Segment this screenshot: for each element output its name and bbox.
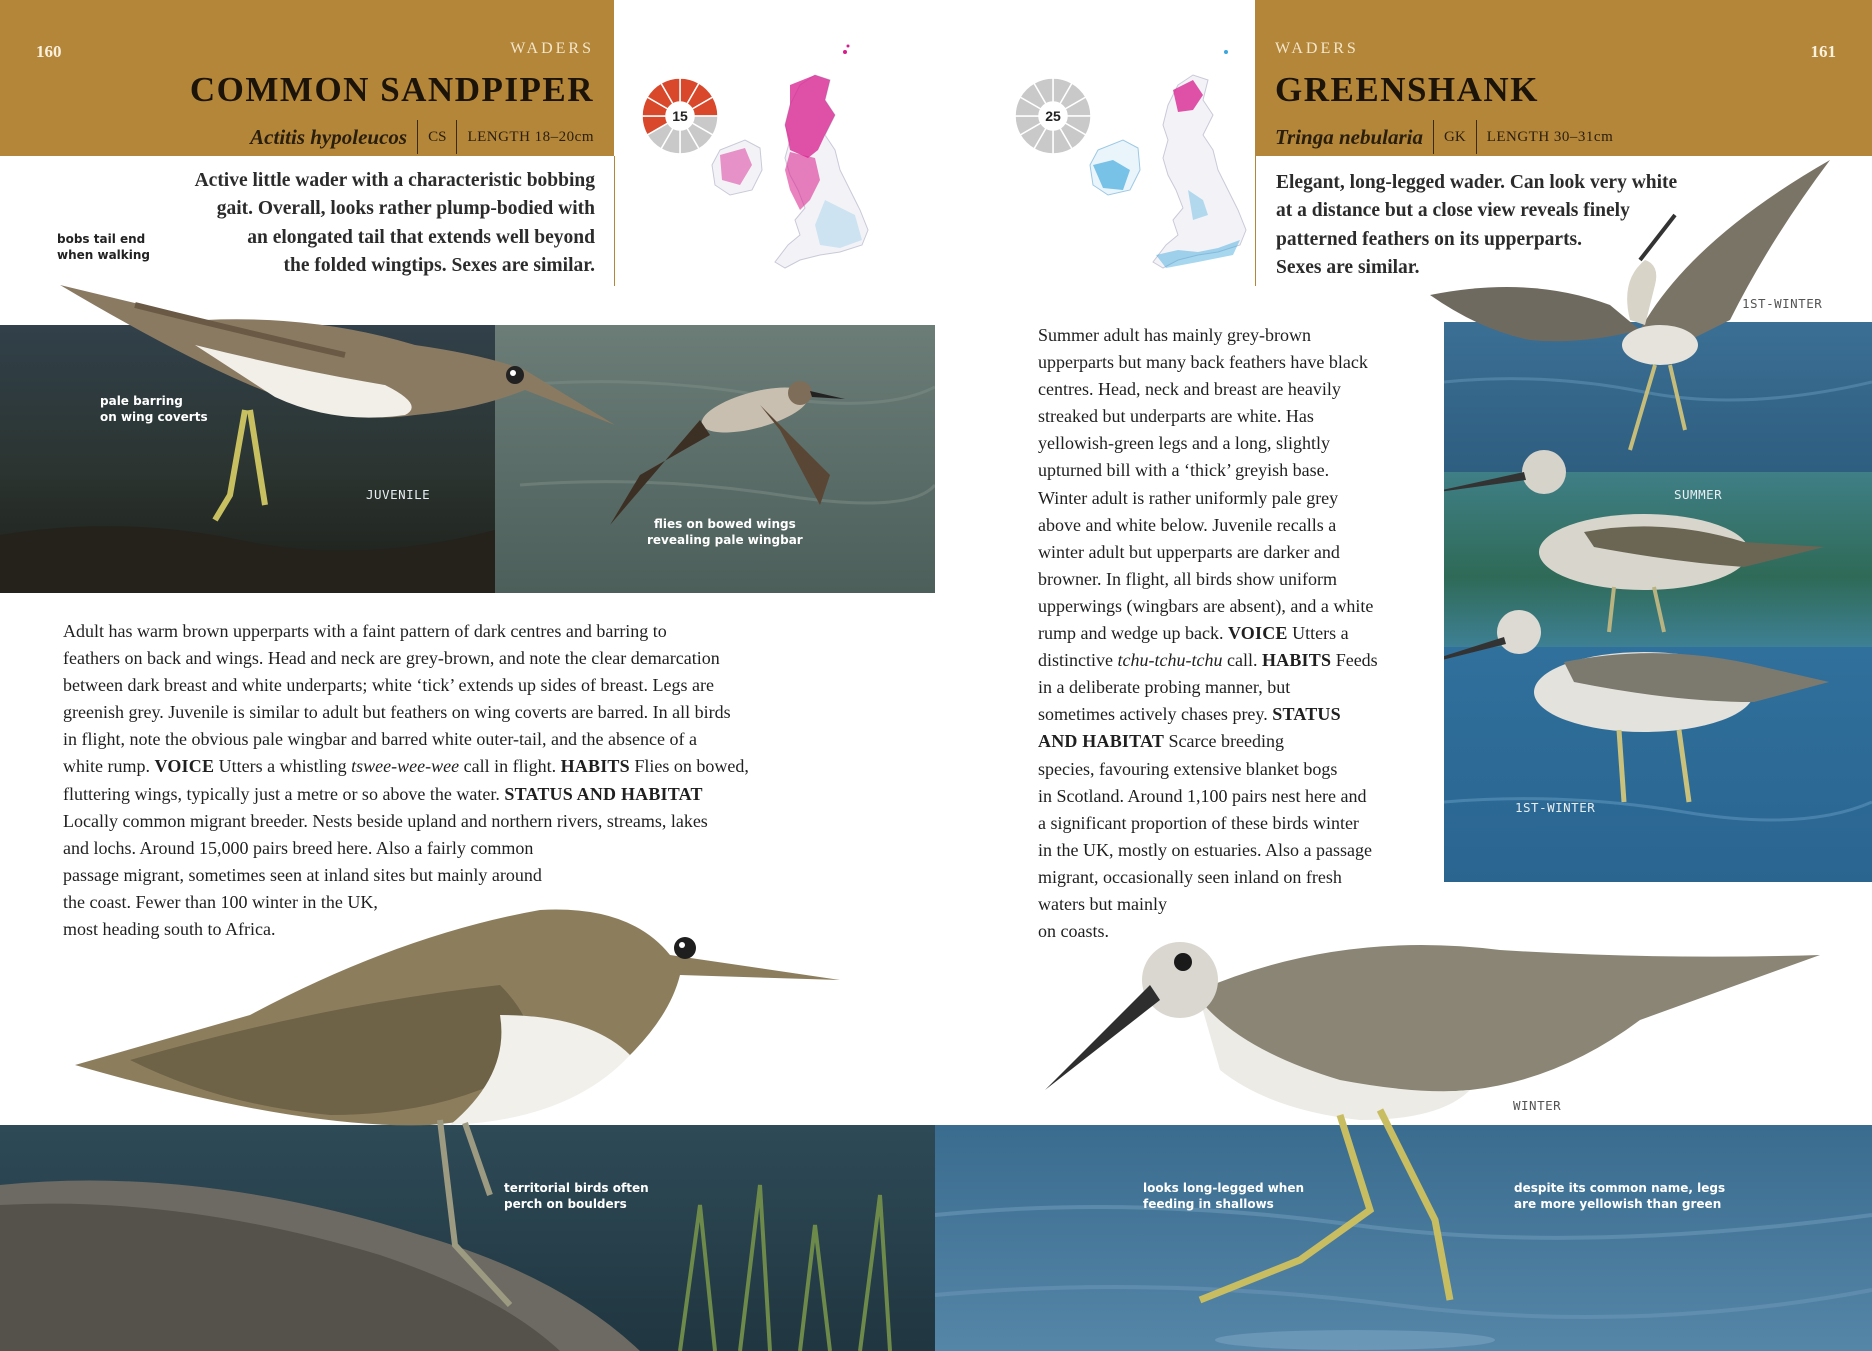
right-body-line-status: sometimes actively chases prey. STATUS [1038, 704, 1341, 725]
tag-summer: SUMMER [1674, 487, 1723, 502]
right-body-text [1038, 322, 1458, 945]
right-species-title: GREENSHANK [1275, 70, 1539, 109]
caption-bobs-tail: bobs tail end when walking [57, 232, 151, 262]
left-body-line: Adult has warm brown upperparts with a faint pattern of dark centres and barring to [63, 621, 667, 641]
left-habits-label: HABITS [560, 756, 630, 777]
right-body-line-habits: distinctive tchu-tchu-tchu call. HABITS Feeds [1038, 650, 1378, 671]
left-species-subrow [250, 120, 594, 154]
right-page-number: 161 [1810, 42, 1836, 61]
left-latin-name: Actitis hypoleucos [250, 124, 408, 149]
right-intro-line: at a distance but a close view reveals finely [1276, 200, 1630, 222]
right-body-line-voice: rump and wedge up back. VOICE Utters a [1038, 623, 1349, 644]
left-intro-line: gait. Overall, looks rather plump-bodied with [216, 198, 595, 220]
left-header-rule [614, 156, 615, 286]
right-body-line: in the UK, mostly on estuaries. Also a passage [1038, 839, 1372, 860]
left-page-number: 160 [36, 42, 62, 61]
right-header-band [1255, 0, 1872, 156]
right-body-line: species, favouring extensive blanket bogs [1038, 758, 1338, 779]
right-body-line-habitat: AND HABITAT Scarce breeding [1038, 731, 1284, 752]
left-intro-line: an elongated tail that extends well beyond [247, 226, 595, 248]
right-body-line: upperparts but many back feathers have black [1038, 352, 1368, 373]
winter-greenshank [1040, 910, 1820, 1330]
right-latin-name: Tringa nebularia [1275, 124, 1424, 149]
right-voice-call: tchu-tchu-tchu [1117, 650, 1223, 671]
left-body-line-status: fluttering wings, typically just a metre or so above the water. STATUS AND HABITAT [63, 783, 703, 804]
left-body-line: Locally common migrant breeder. Nests beside upland and northern rivers, streams, lakes [63, 810, 708, 831]
right-voice-label: VOICE [1227, 623, 1288, 644]
right-body-line: browner. In flight, all birds show uniform [1038, 568, 1337, 589]
right-body-line: Winter adult is rather uniformly pale grey [1038, 487, 1339, 508]
right-body-line: in a deliberate probing manner, but [1038, 677, 1291, 698]
tag-winter: WINTER [1513, 1098, 1562, 1113]
right-body-line: winter adult but upperparts are darker and [1038, 541, 1340, 562]
right-intro-line: patterned feathers on its upperparts. [1276, 228, 1583, 250]
tag-1st-winter-mid: 1ST-WINTER [1515, 800, 1596, 815]
right-length: LENGTH 30–31cm [1476, 120, 1614, 154]
left-species-code: CS [417, 120, 456, 154]
right-body-line: upperwings (wingbars are absent), and a white [1038, 595, 1374, 616]
right-body-line: waters but mainly [1038, 893, 1167, 914]
left-body-line: most heading south to Africa. [63, 919, 276, 940]
left-length: LENGTH 18–20cm [456, 120, 594, 154]
right-species-code: GK [1433, 120, 1476, 154]
left-body-line: passage migrant, sometimes seen at inland sites but mainly around [63, 864, 542, 885]
left-body-line: and lochs. Around 15,000 pairs breed here. Also a fairly common [63, 837, 534, 858]
left-calendar-number: 15 [672, 108, 688, 124]
left-body-line: greenish grey. Juvenile is similar to adult but feathers on wing coverts are barred. In all birds [63, 702, 731, 723]
caption-flies-bowed: flies on bowed wings revealing pale wingbar [647, 517, 803, 547]
adult-sandpiper-on-boulder [70, 865, 850, 1335]
right-body-line: centres. Head, neck and breast are heavily [1038, 379, 1341, 400]
left-intro-line: the folded wingtips. Sexes are similar. [283, 255, 595, 277]
right-species-subrow [1275, 120, 1613, 154]
left-status-label: STATUS AND HABITAT [504, 783, 703, 804]
right-body-line: migrant, occasionally seen inland on fresh [1038, 866, 1342, 887]
left-intro-line: Active little wader with a characteristic bobbing [194, 170, 595, 191]
right-section-label: WADERS [1275, 40, 1359, 57]
left-body-line-voice: white rump. VOICE Utters a whistling tswee-wee-wee call in flight. HABITS Flies on bowed, [63, 756, 749, 777]
left-body-line: the coast. Fewer than 100 winter in the UK, [63, 891, 378, 912]
right-body-line: a significant proportion of these birds winter [1038, 812, 1359, 833]
right-calendar-number: 25 [1045, 108, 1061, 124]
right-body-line: Summer adult has mainly grey-brown [1038, 325, 1311, 345]
left-voice-call: tswee-wee-wee [351, 756, 460, 777]
right-habits-label: HABITS [1261, 650, 1332, 671]
left-voice-label: VOICE [154, 756, 215, 777]
left-section-label: WADERS [510, 40, 594, 57]
left-header-band [0, 0, 614, 156]
right-body-line: yellowish-green legs and a long, slightly [1038, 433, 1330, 454]
right-body-line: above and white below. Juvenile recalls a [1038, 514, 1337, 535]
right-body-line: streaked but underparts are white. Has [1038, 406, 1314, 427]
caption-territorial: territorial birds often perch on boulders [504, 1181, 649, 1211]
left-body-line: between dark breast and white underparts; white ‘tick’ extends up sides of breast. Legs are [63, 675, 714, 696]
right-body-line: on coasts. [1038, 921, 1109, 942]
right-intro-line: Elegant, long-legged wader. Can look very white [1276, 172, 1678, 193]
caption-yellowish-legs: despite its common name, legs are more yellowish than green [1514, 1181, 1726, 1211]
left-species-title: COMMON SANDPIPER [189, 70, 594, 109]
right-and-habitat-label: AND HABITAT [1038, 731, 1165, 752]
right-distribution-map [1068, 40, 1273, 300]
right-body-line: upturned bill with a ‘thick’ greyish base. [1038, 460, 1330, 481]
caption-long-legged: looks long-legged when feeding in shallows [1143, 1181, 1305, 1211]
tag-1st-winter-top: 1ST-WINTER [1742, 296, 1823, 311]
tag-juvenile: JUVENILE [366, 487, 431, 502]
caption-pale-barring: pale barring on wing coverts [100, 394, 208, 424]
left-body-line: in flight, note the obvious pale wingbar and barred white outer-tail, and the absence of a [63, 729, 697, 750]
right-status-label: STATUS [1272, 704, 1341, 725]
left-body-line: feathers on back and wings. Head and neck are grey-brown, and note the clear demarcation [63, 648, 720, 669]
left-distribution-map [690, 40, 895, 300]
right-intro-line: Sexes are similar. [1276, 257, 1420, 279]
left-intro-paragraph [130, 167, 595, 281]
right-body-line: in Scotland. Around 1,100 pairs nest here and [1038, 785, 1367, 806]
